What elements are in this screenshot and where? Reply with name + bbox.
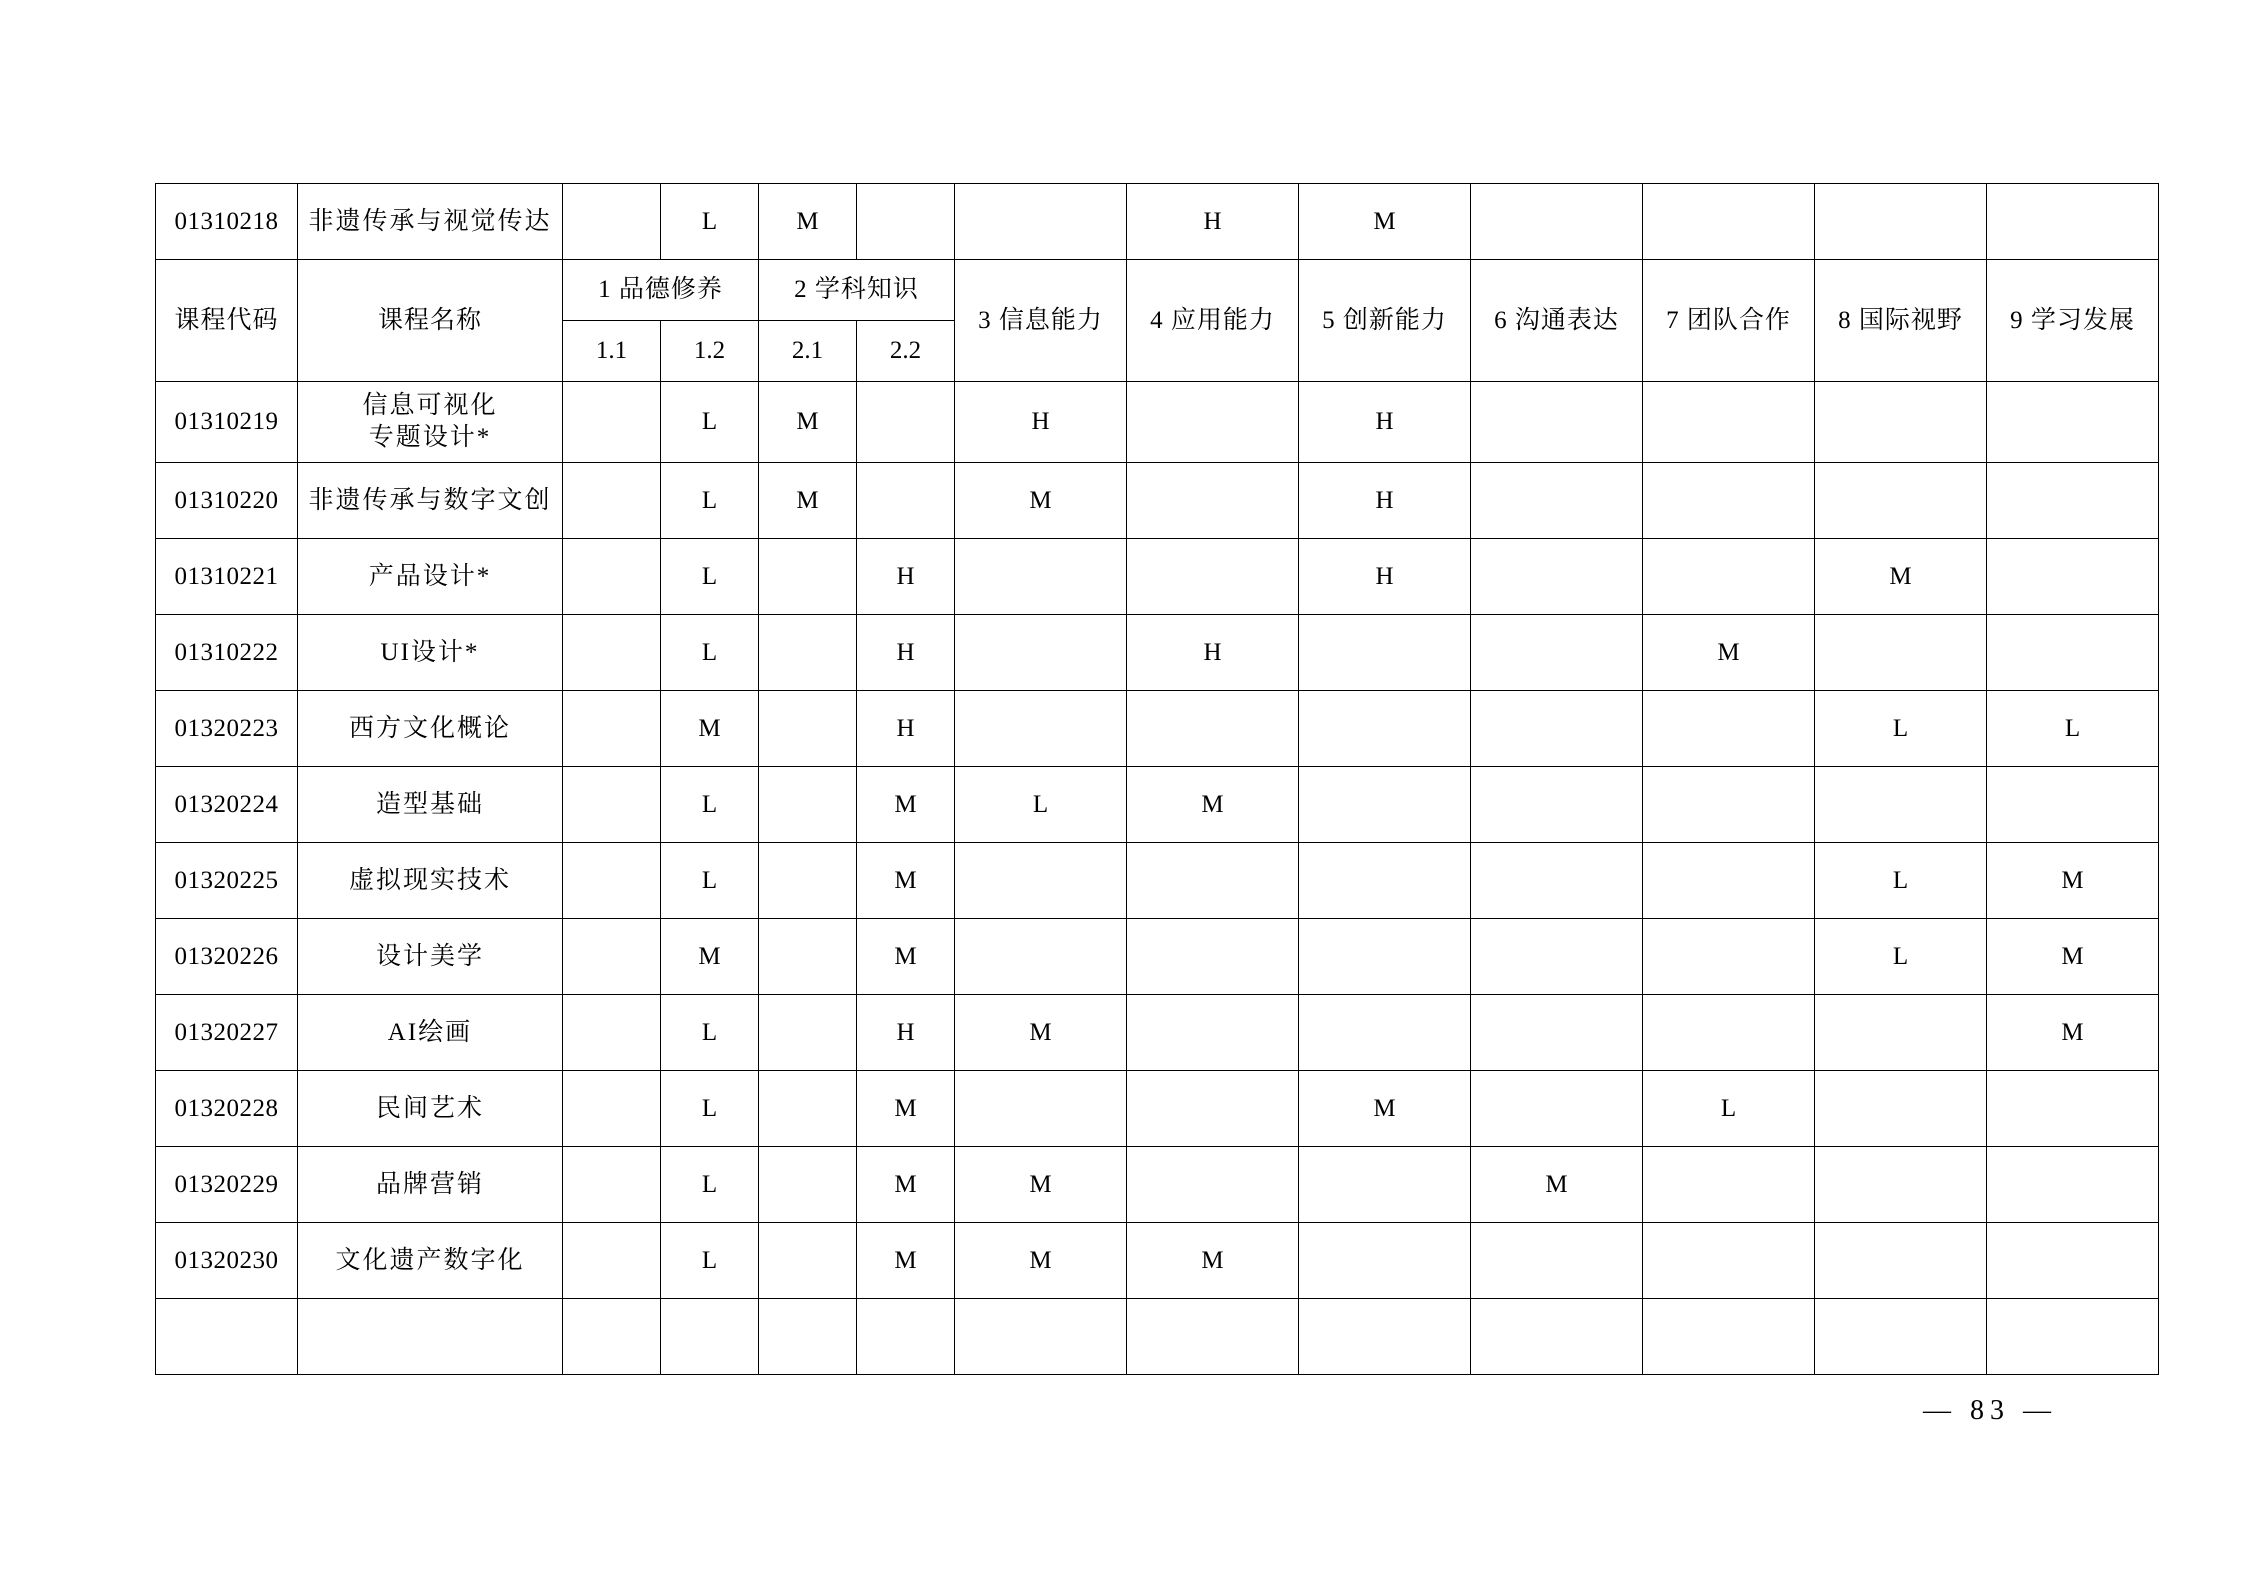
cell-6: [1471, 843, 1643, 919]
cell-6: [1471, 691, 1643, 767]
cell-9: M: [1987, 843, 2159, 919]
cell-2-2: M: [857, 1223, 955, 1299]
cell-7: [1643, 184, 1815, 260]
cell-7: M: [1643, 615, 1815, 691]
cell-1-1: [563, 1147, 661, 1223]
cell-5: M: [1299, 1071, 1471, 1147]
table-row: [156, 691, 2159, 767]
cell-4: [1127, 382, 1299, 463]
course-name: UI设计*: [298, 615, 563, 691]
cell-2-1: [759, 1223, 857, 1299]
cell-2-1: [759, 539, 857, 615]
table-row: [156, 463, 2159, 539]
header-col-6: 6 沟通表达: [1471, 260, 1643, 382]
cell-2-1: [759, 1147, 857, 1223]
header-col-5: 5 创新能力: [1299, 260, 1471, 382]
cell-2-2: M: [857, 1147, 955, 1223]
cell-2-1: M: [759, 184, 857, 260]
cell-3: M: [955, 463, 1127, 539]
cell-7: L: [1643, 1071, 1815, 1147]
cell-3: [955, 1071, 1127, 1147]
table-row: [156, 995, 2159, 1071]
cell-3: M: [955, 995, 1127, 1071]
cell-2-2: M: [857, 843, 955, 919]
cell-7: [1643, 1299, 1815, 1375]
cell-6: [1471, 463, 1643, 539]
course-code: 01310221: [156, 539, 298, 615]
cell-9: L: [1987, 691, 2159, 767]
cell-7: [1643, 1147, 1815, 1223]
cell-5: M: [1299, 184, 1471, 260]
cell-3: [955, 615, 1127, 691]
cell-2-1: M: [759, 382, 857, 463]
cell-1-1: [563, 184, 661, 260]
cell-5: [1299, 995, 1471, 1071]
course-name: 非遗传承与视觉传达: [298, 184, 563, 260]
course-name: 非遗传承与数字文创: [298, 463, 563, 539]
cell-5: [1299, 919, 1471, 995]
cell-1-2: M: [661, 691, 759, 767]
cell-2-2: H: [857, 691, 955, 767]
course-name: 设计美学: [298, 919, 563, 995]
header-group-1: 1 品德修养: [563, 260, 759, 321]
cell-6: [1471, 1071, 1643, 1147]
cell-2-2: [857, 382, 955, 463]
header-col-4: 4 应用能力: [1127, 260, 1299, 382]
cell-5: [1299, 767, 1471, 843]
curriculum-matrix-table: [155, 183, 2135, 1375]
course-name: 产品设计*: [298, 539, 563, 615]
cell-6: [1471, 995, 1643, 1071]
cell-1-1: [563, 1071, 661, 1147]
cell-8: [1815, 1071, 1987, 1147]
cell-6: [1471, 919, 1643, 995]
cell-3: [955, 1299, 1127, 1375]
cell-7: [1643, 539, 1815, 615]
course-code: [156, 1299, 298, 1375]
table-header-row-top: [156, 260, 2159, 321]
table-row: [156, 1147, 2159, 1223]
header-sub-2-2: 2.2: [857, 321, 955, 382]
page-number: — 83 —: [1923, 1395, 2057, 1426]
cell-1-2: L: [661, 539, 759, 615]
cell-4: [1127, 539, 1299, 615]
cell-1-2: L: [661, 1223, 759, 1299]
header-col-7: 7 团队合作: [1643, 260, 1815, 382]
cell-3: M: [955, 1147, 1127, 1223]
course-code: 01310218: [156, 184, 298, 260]
cell-1-1: [563, 1299, 661, 1375]
cell-7: [1643, 995, 1815, 1071]
cell-6: M: [1471, 1147, 1643, 1223]
cell-2-1: [759, 1071, 857, 1147]
cell-2-2: [857, 1299, 955, 1375]
cell-4: [1127, 995, 1299, 1071]
cell-1-2: L: [661, 995, 759, 1071]
table-row: [156, 1223, 2159, 1299]
cell-8: [1815, 1223, 1987, 1299]
cell-6: [1471, 615, 1643, 691]
table-row: [156, 1299, 2159, 1375]
cell-8: [1815, 995, 1987, 1071]
cell-3: H: [955, 382, 1127, 463]
cell-3: [955, 919, 1127, 995]
course-code: 01310220: [156, 463, 298, 539]
cell-2-2: [857, 184, 955, 260]
cell-1-2: L: [661, 615, 759, 691]
cell-7: [1643, 919, 1815, 995]
header-col-9: 9 学习发展: [1987, 260, 2159, 382]
cell-7: [1643, 463, 1815, 539]
cell-7: [1643, 1223, 1815, 1299]
cell-2-2: H: [857, 995, 955, 1071]
cell-9: [1987, 382, 2159, 463]
cell-4: H: [1127, 184, 1299, 260]
cell-2-1: M: [759, 463, 857, 539]
cell-1-1: [563, 463, 661, 539]
cell-2-1: [759, 767, 857, 843]
cell-8: [1815, 1299, 1987, 1375]
header-sub-2-1: 2.1: [759, 321, 857, 382]
course-name: 民间艺术: [298, 1071, 563, 1147]
cell-2-2: M: [857, 1071, 955, 1147]
cell-5: [1299, 843, 1471, 919]
course-code: 01320230: [156, 1223, 298, 1299]
cell-2-2: H: [857, 539, 955, 615]
cell-8: [1815, 615, 1987, 691]
cell-5: H: [1299, 463, 1471, 539]
cell-6: [1471, 382, 1643, 463]
cell-4: [1127, 1071, 1299, 1147]
course-code: 01320229: [156, 1147, 298, 1223]
cell-4: [1127, 843, 1299, 919]
cell-3: [955, 539, 1127, 615]
course-name: 文化遗产数字化: [298, 1223, 563, 1299]
course-name: 西方文化概论: [298, 691, 563, 767]
cell-1-2: [661, 1299, 759, 1375]
cell-9: M: [1987, 995, 2159, 1071]
cell-4: [1127, 1299, 1299, 1375]
cell-2-2: M: [857, 767, 955, 843]
cell-2-1: [759, 919, 857, 995]
course-code: 01310219: [156, 382, 298, 463]
table-row: [156, 1071, 2159, 1147]
cell-1-2: M: [661, 919, 759, 995]
course-code: 01320223: [156, 691, 298, 767]
cell-6: [1471, 1223, 1643, 1299]
cell-1-2: L: [661, 1071, 759, 1147]
cell-4: M: [1127, 1223, 1299, 1299]
cell-5: [1299, 1147, 1471, 1223]
cell-1-1: [563, 539, 661, 615]
header-course-code: 课程代码: [156, 260, 298, 382]
cell-1-1: [563, 995, 661, 1071]
cell-8: L: [1815, 919, 1987, 995]
cell-6: [1471, 184, 1643, 260]
course-code: 01320225: [156, 843, 298, 919]
header-col-3: 3 信息能力: [955, 260, 1127, 382]
cell-5: [1299, 691, 1471, 767]
cell-9: [1987, 1147, 2159, 1223]
cell-5: [1299, 615, 1471, 691]
cell-9: [1987, 1223, 2159, 1299]
cell-2-2: H: [857, 615, 955, 691]
cell-7: [1643, 691, 1815, 767]
course-code: 01310222: [156, 615, 298, 691]
cell-7: [1643, 382, 1815, 463]
header-group-2: 2 学科知识: [759, 260, 955, 321]
cell-8: [1815, 184, 1987, 260]
cell-9: [1987, 767, 2159, 843]
cell-8: [1815, 1147, 1987, 1223]
course-name-line1: 信息可视化: [362, 391, 498, 419]
cell-5: [1299, 1299, 1471, 1375]
cell-9: [1987, 1071, 2159, 1147]
header-col-8: 8 国际视野: [1815, 260, 1987, 382]
cell-1-2: L: [661, 463, 759, 539]
course-name: AI绘画: [298, 995, 563, 1071]
cell-1-1: [563, 691, 661, 767]
course-name: 品牌营销: [298, 1147, 563, 1223]
cell-1-1: [563, 1223, 661, 1299]
cell-1-1: [563, 382, 661, 463]
cell-4: [1127, 463, 1299, 539]
cell-9: [1987, 1299, 2159, 1375]
matrix-table: [155, 183, 2159, 1375]
course-code: 01320226: [156, 919, 298, 995]
cell-1-2: L: [661, 1147, 759, 1223]
cell-2-2: [857, 463, 955, 539]
cell-9: [1987, 463, 2159, 539]
header-sub-1-1: 1.1: [563, 321, 661, 382]
cell-8: L: [1815, 691, 1987, 767]
cell-5: H: [1299, 539, 1471, 615]
cell-8: [1815, 767, 1987, 843]
cell-2-1: [759, 995, 857, 1071]
cell-7: [1643, 767, 1815, 843]
cell-3: [955, 843, 1127, 919]
table-row: [156, 615, 2159, 691]
cell-1-1: [563, 843, 661, 919]
cell-6: [1471, 767, 1643, 843]
cell-8: L: [1815, 843, 1987, 919]
course-name: 造型基础: [298, 767, 563, 843]
cell-1-1: [563, 767, 661, 843]
header-course-name: 课程名称: [298, 260, 563, 382]
cell-9: M: [1987, 919, 2159, 995]
table-row: [156, 919, 2159, 995]
header-sub-1-2: 1.2: [661, 321, 759, 382]
cell-6: [1471, 539, 1643, 615]
cell-3: M: [955, 1223, 1127, 1299]
course-name: 虚拟现实技术: [298, 843, 563, 919]
cell-1-2: L: [661, 843, 759, 919]
course-name-line2: 专题设计*: [368, 424, 492, 451]
cell-9: [1987, 184, 2159, 260]
cell-2-1: [759, 691, 857, 767]
cell-8: M: [1815, 539, 1987, 615]
table-row: [156, 184, 2159, 260]
cell-4: [1127, 691, 1299, 767]
cell-3: [955, 184, 1127, 260]
cell-8: [1815, 463, 1987, 539]
cell-2-1: [759, 615, 857, 691]
table-row: [156, 843, 2159, 919]
cell-9: [1987, 539, 2159, 615]
course-name: [298, 382, 563, 463]
cell-1-2: L: [661, 382, 759, 463]
cell-1-2: L: [661, 184, 759, 260]
cell-2-2: M: [857, 919, 955, 995]
cell-5: H: [1299, 382, 1471, 463]
cell-7: [1643, 843, 1815, 919]
course-code: 01320228: [156, 1071, 298, 1147]
cell-6: [1471, 1299, 1643, 1375]
table-row: [156, 382, 2159, 463]
table-row: [156, 767, 2159, 843]
cell-4: H: [1127, 615, 1299, 691]
cell-4: [1127, 1147, 1299, 1223]
cell-3: [955, 691, 1127, 767]
course-code: 01320224: [156, 767, 298, 843]
cell-1-1: [563, 615, 661, 691]
table-row: [156, 539, 2159, 615]
cell-1-1: [563, 919, 661, 995]
course-name: [298, 1299, 563, 1375]
cell-2-1: [759, 1299, 857, 1375]
cell-8: [1815, 382, 1987, 463]
cell-3: L: [955, 767, 1127, 843]
cell-1-2: L: [661, 767, 759, 843]
cell-4: M: [1127, 767, 1299, 843]
cell-5: [1299, 1223, 1471, 1299]
cell-4: [1127, 919, 1299, 995]
cell-9: [1987, 615, 2159, 691]
course-code: 01320227: [156, 995, 298, 1071]
cell-2-1: [759, 843, 857, 919]
